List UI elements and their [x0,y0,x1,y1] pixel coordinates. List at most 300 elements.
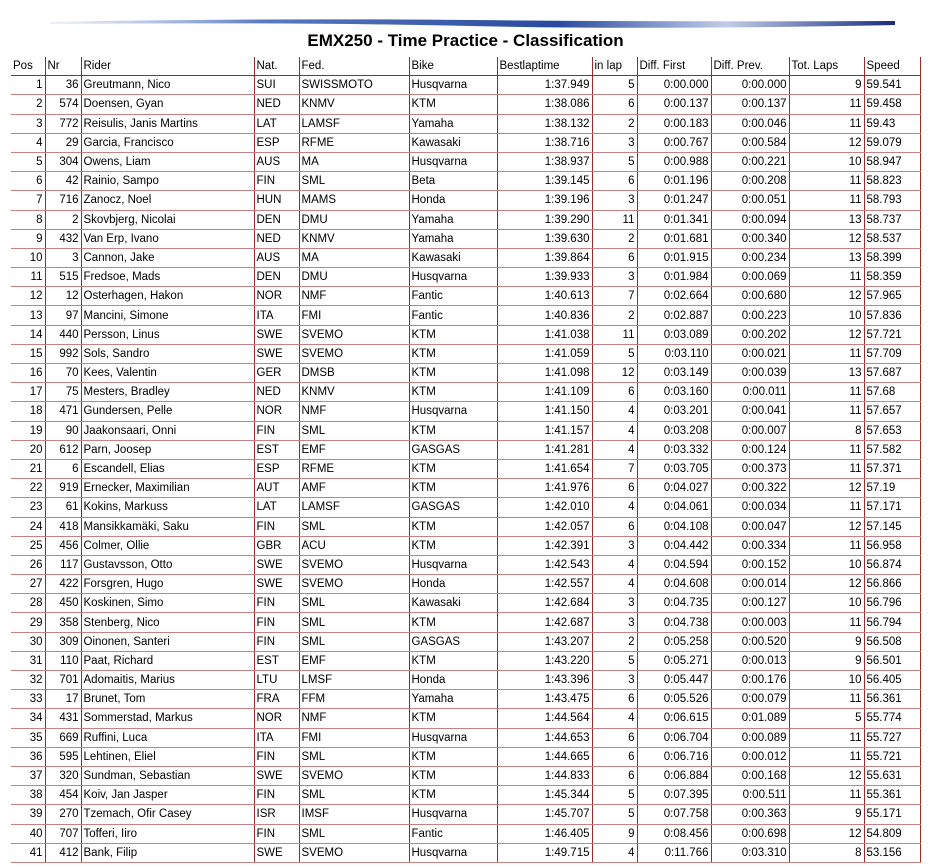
cell-tot-laps: 12 [789,824,864,843]
cell-in-lap: 3 [592,536,637,555]
cell-nat: SWE [254,344,299,363]
cell-tot-laps: 12 [789,517,864,536]
cell-tot-laps: 9 [789,632,864,651]
cell-diff-first: 0:01.247 [637,191,711,210]
table-row [11,575,920,594]
cell-tot-laps: 11 [789,268,864,287]
cell-diff-first: 0:01.341 [637,210,711,229]
cell-in-lap: 9 [592,824,637,843]
cell-bike: KTM [409,747,497,766]
cell-tot-laps: 8 [789,421,864,440]
cell-tot-laps: 9 [789,805,864,824]
cell-tot-laps: 11 [789,114,864,133]
cell-pos: 6 [11,172,45,191]
cell-bike: KTM [409,383,497,402]
cell-in-lap: 2 [592,632,637,651]
cell-diff-prev: 0:00.069 [711,268,789,287]
cell-rider: Sundman, Sebastian [81,766,254,785]
cell-nat: NOR [254,287,299,306]
cell-diff-prev: 0:00.373 [711,459,789,478]
cell-diff-prev: 0:00.511 [711,786,789,805]
table-row [11,766,920,785]
cell-bestlaptime: 1:43.220 [497,651,592,670]
cell-in-lap: 3 [592,613,637,632]
cell-fed: RFME [299,459,409,478]
cell-diff-first: 0:03.160 [637,383,711,402]
cell-pos: 17 [11,383,45,402]
table-row [11,95,920,114]
cell-tot-laps: 11 [789,786,864,805]
table-row [11,421,920,440]
cell-bestlaptime: 1:41.038 [497,325,592,344]
cell-nat: ITA [254,728,299,747]
table-row [11,402,920,421]
cell-fed: SML [299,613,409,632]
cell-tot-laps: 8 [789,843,864,862]
cell-diff-first: 0:01.984 [637,268,711,287]
cell-rider: Skovbjerg, Nicolai [81,210,254,229]
cell-nat: SWE [254,575,299,594]
cell-diff-prev: 0:00.234 [711,248,789,267]
cell-diff-first: 0:06.615 [637,709,711,728]
cell-nat: NOR [254,402,299,421]
cell-diff-first: 0:05.526 [637,690,711,709]
table-row [11,671,920,690]
cell-rider: Reisulis, Janis Martins [81,114,254,133]
cell-speed: 56.508 [864,632,920,651]
cell-bike: KTM [409,766,497,785]
cell-rider: Rainio, Sampo [81,172,254,191]
cell-in-lap: 5 [592,152,637,171]
cell-rider: Doensen, Gyan [81,95,254,114]
cell-nat: FIN [254,824,299,843]
cell-bestlaptime: 1:39.933 [497,268,592,287]
cell-tot-laps: 10 [789,594,864,613]
cell-bike: KTM [409,459,497,478]
cell-rider: Osterhagen, Hakon [81,287,254,306]
cell-tot-laps: 12 [789,229,864,248]
cell-fed: FMI [299,306,409,325]
cell-fed: SVEMO [299,325,409,344]
table-row [11,306,920,325]
cell-fed: FFM [299,690,409,709]
cell-bestlaptime: 1:44.665 [497,747,592,766]
cell-tot-laps: 11 [789,613,864,632]
cell-pos: 10 [11,248,45,267]
cell-nat: HUN [254,191,299,210]
cell-pos: 8 [11,210,45,229]
cell-rider: Persson, Linus [81,325,254,344]
cell-diff-prev: 0:00.322 [711,479,789,498]
cell-in-lap: 4 [592,555,637,574]
cell-tot-laps: 11 [789,172,864,191]
cell-speed: 57.836 [864,306,920,325]
table-row [11,786,920,805]
cell-diff-first: 0:00.183 [637,114,711,133]
cell-fed: SVEMO [299,344,409,363]
cell-pos: 35 [11,728,45,747]
cell-bestlaptime: 1:41.109 [497,383,592,402]
cell-tot-laps: 11 [789,383,864,402]
cell-speed: 58.399 [864,248,920,267]
cell-nat: SWE [254,325,299,344]
cell-fed: LAMSF [299,498,409,517]
cell-speed: 55.631 [864,766,920,785]
table-row [11,383,920,402]
cell-bike: KTM [409,613,497,632]
cell-bestlaptime: 1:39.196 [497,191,592,210]
cell-nat: NED [254,95,299,114]
cell-in-lap: 6 [592,95,637,114]
cell-bike: Honda [409,575,497,594]
table-row [11,632,920,651]
col-bestlaptime: Bestlaptime [497,57,592,76]
cell-fed: SML [299,786,409,805]
cell-rider: Kokins, Markuss [81,498,254,517]
cell-bike: GASGAS [409,498,497,517]
cell-nat: GER [254,364,299,383]
cell-rider: Tzemach, Ofir Casey [81,805,254,824]
cell-nr: 412 [45,843,81,862]
cell-diff-first: 0:03.201 [637,402,711,421]
cell-fed: SML [299,824,409,843]
table-row [11,76,920,95]
cell-speed: 57.709 [864,344,920,363]
table-row [11,248,920,267]
cell-tot-laps: 10 [789,555,864,574]
cell-nat: FRA [254,690,299,709]
col-diff-prev: Diff. Prev. [711,57,789,76]
cell-speed: 55.727 [864,728,920,747]
cell-diff-first: 0:06.716 [637,747,711,766]
cell-nat: ISR [254,805,299,824]
cell-rider: Stenberg, Nico [81,613,254,632]
cell-bike: Yamaha [409,210,497,229]
cell-tot-laps: 12 [789,287,864,306]
cell-nat: ESP [254,459,299,478]
cell-rider: Ernecker, Maximilian [81,479,254,498]
cell-nr: 2 [45,210,81,229]
cell-bike: Honda [409,671,497,690]
col-nr: Nr [45,57,81,76]
cell-speed: 59.079 [864,133,920,152]
cell-pos: 4 [11,133,45,152]
cell-in-lap: 6 [592,728,637,747]
cell-diff-prev: 0:00.034 [711,498,789,517]
cell-nr: 515 [45,268,81,287]
cell-speed: 55.361 [864,786,920,805]
cell-nr: 29 [45,133,81,152]
cell-speed: 54.809 [864,824,920,843]
cell-rider: Koiv, Jan Jasper [81,786,254,805]
table-row [11,287,920,306]
cell-in-lap: 6 [592,517,637,536]
cell-in-lap: 6 [592,479,637,498]
cell-pos: 38 [11,786,45,805]
cell-bestlaptime: 1:42.687 [497,613,592,632]
cell-nr: 70 [45,364,81,383]
cell-rider: Van Erp, Ivano [81,229,254,248]
cell-diff-first: 0:08.456 [637,824,711,843]
cell-nat: LTU [254,671,299,690]
cell-pos: 7 [11,191,45,210]
cell-speed: 57.653 [864,421,920,440]
cell-bestlaptime: 1:49.715 [497,843,592,862]
cell-in-lap: 4 [592,402,637,421]
cell-nat: FIN [254,421,299,440]
cell-bestlaptime: 1:42.391 [497,536,592,555]
cell-pos: 34 [11,709,45,728]
cell-pos: 25 [11,536,45,555]
cell-in-lap: 3 [592,191,637,210]
cell-pos: 5 [11,152,45,171]
cell-bestlaptime: 1:42.010 [497,498,592,517]
cell-pos: 26 [11,555,45,574]
cell-diff-prev: 0:00.046 [711,114,789,133]
cell-bike: KTM [409,651,497,670]
cell-pos: 33 [11,690,45,709]
cell-diff-first: 0:04.735 [637,594,711,613]
cell-nr: 440 [45,325,81,344]
cell-diff-first: 0:03.110 [637,344,711,363]
cell-nr: 772 [45,114,81,133]
cell-nat: FIN [254,613,299,632]
table-row [11,728,920,747]
cell-nat: FIN [254,172,299,191]
cell-nr: 432 [45,229,81,248]
cell-bike: Fantic [409,306,497,325]
table-row [11,152,920,171]
cell-speed: 59.541 [864,76,920,95]
cell-speed: 58.537 [864,229,920,248]
cell-nr: 422 [45,575,81,594]
cell-tot-laps: 13 [789,248,864,267]
cell-in-lap: 3 [592,594,637,613]
table-row [11,824,920,843]
cell-nat: DEN [254,268,299,287]
cell-in-lap: 4 [592,575,637,594]
cell-pos: 27 [11,575,45,594]
cell-diff-first: 0:00.767 [637,133,711,152]
cell-speed: 57.965 [864,287,920,306]
cell-pos: 3 [11,114,45,133]
col-nat: Nat. [254,57,299,76]
cell-fed: MA [299,152,409,171]
cell-nr: 36 [45,76,81,95]
cell-speed: 55.171 [864,805,920,824]
cell-in-lap: 6 [592,383,637,402]
cell-tot-laps: 11 [789,344,864,363]
cell-diff-first: 0:02.887 [637,306,711,325]
cell-nat: FIN [254,786,299,805]
cell-diff-first: 0:05.258 [637,632,711,651]
cell-diff-first: 0:03.089 [637,325,711,344]
table-row [11,114,920,133]
cell-nat: EST [254,440,299,459]
cell-fed: LAMSF [299,114,409,133]
cell-diff-prev: 0:00.584 [711,133,789,152]
cell-in-lap: 3 [592,268,637,287]
cell-nr: 919 [45,479,81,498]
cell-nat: AUS [254,248,299,267]
cell-rider: Gundersen, Pelle [81,402,254,421]
cell-nr: 110 [45,651,81,670]
cell-fed: MAMS [299,191,409,210]
cell-in-lap: 4 [592,440,637,459]
cell-bike: Beta [409,172,497,191]
cell-nr: 574 [45,95,81,114]
cell-bike: Husqvarna [409,152,497,171]
cell-nr: 595 [45,747,81,766]
cell-speed: 56.794 [864,613,920,632]
cell-pos: 16 [11,364,45,383]
cell-bike: KTM [409,536,497,555]
cell-diff-first: 0:03.705 [637,459,711,478]
table-row [11,594,920,613]
cell-diff-prev: 0:00.520 [711,632,789,651]
cell-speed: 57.582 [864,440,920,459]
cell-bike: Husqvarna [409,555,497,574]
cell-rider: Sommerstad, Markus [81,709,254,728]
cell-nr: 270 [45,805,81,824]
cell-nr: 90 [45,421,81,440]
cell-bestlaptime: 1:43.396 [497,671,592,690]
cell-diff-prev: 0:00.202 [711,325,789,344]
cell-in-lap: 5 [592,76,637,95]
cell-fed: KNMV [299,95,409,114]
cell-diff-prev: 0:00.152 [711,555,789,574]
cell-pos: 36 [11,747,45,766]
table-row [11,229,920,248]
cell-nr: 450 [45,594,81,613]
cell-in-lap: 6 [592,248,637,267]
cell-bestlaptime: 1:45.344 [497,786,592,805]
cell-in-lap: 2 [592,306,637,325]
cell-in-lap: 5 [592,805,637,824]
table-row [11,344,920,363]
cell-pos: 24 [11,517,45,536]
cell-tot-laps: 11 [789,440,864,459]
cell-diff-first: 0:01.681 [637,229,711,248]
cell-bike: GASGAS [409,440,497,459]
cell-pos: 30 [11,632,45,651]
cell-nat: FIN [254,747,299,766]
cell-speed: 53.156 [864,843,920,862]
cell-bestlaptime: 1:41.281 [497,440,592,459]
cell-fed: NMF [299,287,409,306]
cell-tot-laps: 12 [789,133,864,152]
cell-fed: DMU [299,268,409,287]
cell-diff-prev: 0:00.127 [711,594,789,613]
cell-diff-first: 0:01.915 [637,248,711,267]
table-row [11,536,920,555]
cell-fed: ACU [299,536,409,555]
cell-pos: 11 [11,268,45,287]
cell-bike: Husqvarna [409,76,497,95]
table-row [11,133,920,152]
cell-nr: 309 [45,632,81,651]
cell-diff-first: 0:02.664 [637,287,711,306]
cell-nr: 418 [45,517,81,536]
cell-pos: 12 [11,287,45,306]
cell-rider: Mansikkamäki, Saku [81,517,254,536]
cell-rider: Parn, Joosep [81,440,254,459]
cell-speed: 57.371 [864,459,920,478]
cell-rider: Tofferi, Iiro [81,824,254,843]
cell-bestlaptime: 1:39.630 [497,229,592,248]
cell-speed: 56.958 [864,536,920,555]
cell-bestlaptime: 1:40.836 [497,306,592,325]
cell-fed: AMF [299,479,409,498]
cell-diff-first: 0:04.594 [637,555,711,574]
cell-diff-first: 0:04.027 [637,479,711,498]
cell-nr: 3 [45,248,81,267]
cell-in-lap: 4 [592,421,637,440]
cell-fed: DMU [299,210,409,229]
cell-in-lap: 6 [592,747,637,766]
cell-bestlaptime: 1:42.543 [497,555,592,574]
cell-fed: SVEMO [299,575,409,594]
cell-nr: 97 [45,306,81,325]
cell-pos: 23 [11,498,45,517]
cell-nat: NED [254,383,299,402]
cell-diff-first: 0:07.758 [637,805,711,824]
cell-nr: 42 [45,172,81,191]
cell-tot-laps: 11 [789,728,864,747]
cell-bike: GASGAS [409,632,497,651]
col-fed: Fed. [299,57,409,76]
cell-fed: SWISSMOTO [299,76,409,95]
cell-rider: Garcia, Francisco [81,133,254,152]
cell-nat: LAT [254,498,299,517]
cell-bike: KTM [409,364,497,383]
cell-in-lap: 7 [592,287,637,306]
cell-nat: EST [254,651,299,670]
cell-nat: NOR [254,709,299,728]
cell-nat: FIN [254,594,299,613]
cell-in-lap: 4 [592,843,637,862]
cell-pos: 2 [11,95,45,114]
cell-bestlaptime: 1:40.613 [497,287,592,306]
cell-bestlaptime: 1:41.976 [497,479,592,498]
cell-nat: FIN [254,632,299,651]
cell-diff-prev: 0:00.011 [711,383,789,402]
cell-bestlaptime: 1:45.707 [497,805,592,824]
cell-rider: Oinonen, Santeri [81,632,254,651]
table-row [11,172,920,191]
cell-tot-laps: 9 [789,76,864,95]
cell-nr: 358 [45,613,81,632]
col-speed: Speed [864,57,920,76]
cell-rider: Mancini, Simone [81,306,254,325]
cell-nr: 6 [45,459,81,478]
cell-nr: 17 [45,690,81,709]
cell-bike: Husqvarna [409,268,497,287]
cell-pos: 22 [11,479,45,498]
cell-speed: 56.405 [864,671,920,690]
page-title: EMX250 - Time Practice - Classification [307,31,624,50]
cell-rider: Brunet, Tom [81,690,254,709]
cell-fed: RFME [299,133,409,152]
cell-rider: Paat, Richard [81,651,254,670]
cell-tot-laps: 9 [789,651,864,670]
cell-tot-laps: 10 [789,671,864,690]
cell-diff-prev: 0:00.041 [711,402,789,421]
classification-table [11,57,921,863]
cell-bestlaptime: 1:41.059 [497,344,592,363]
cell-diff-prev: 0:00.223 [711,306,789,325]
table-row [11,364,920,383]
